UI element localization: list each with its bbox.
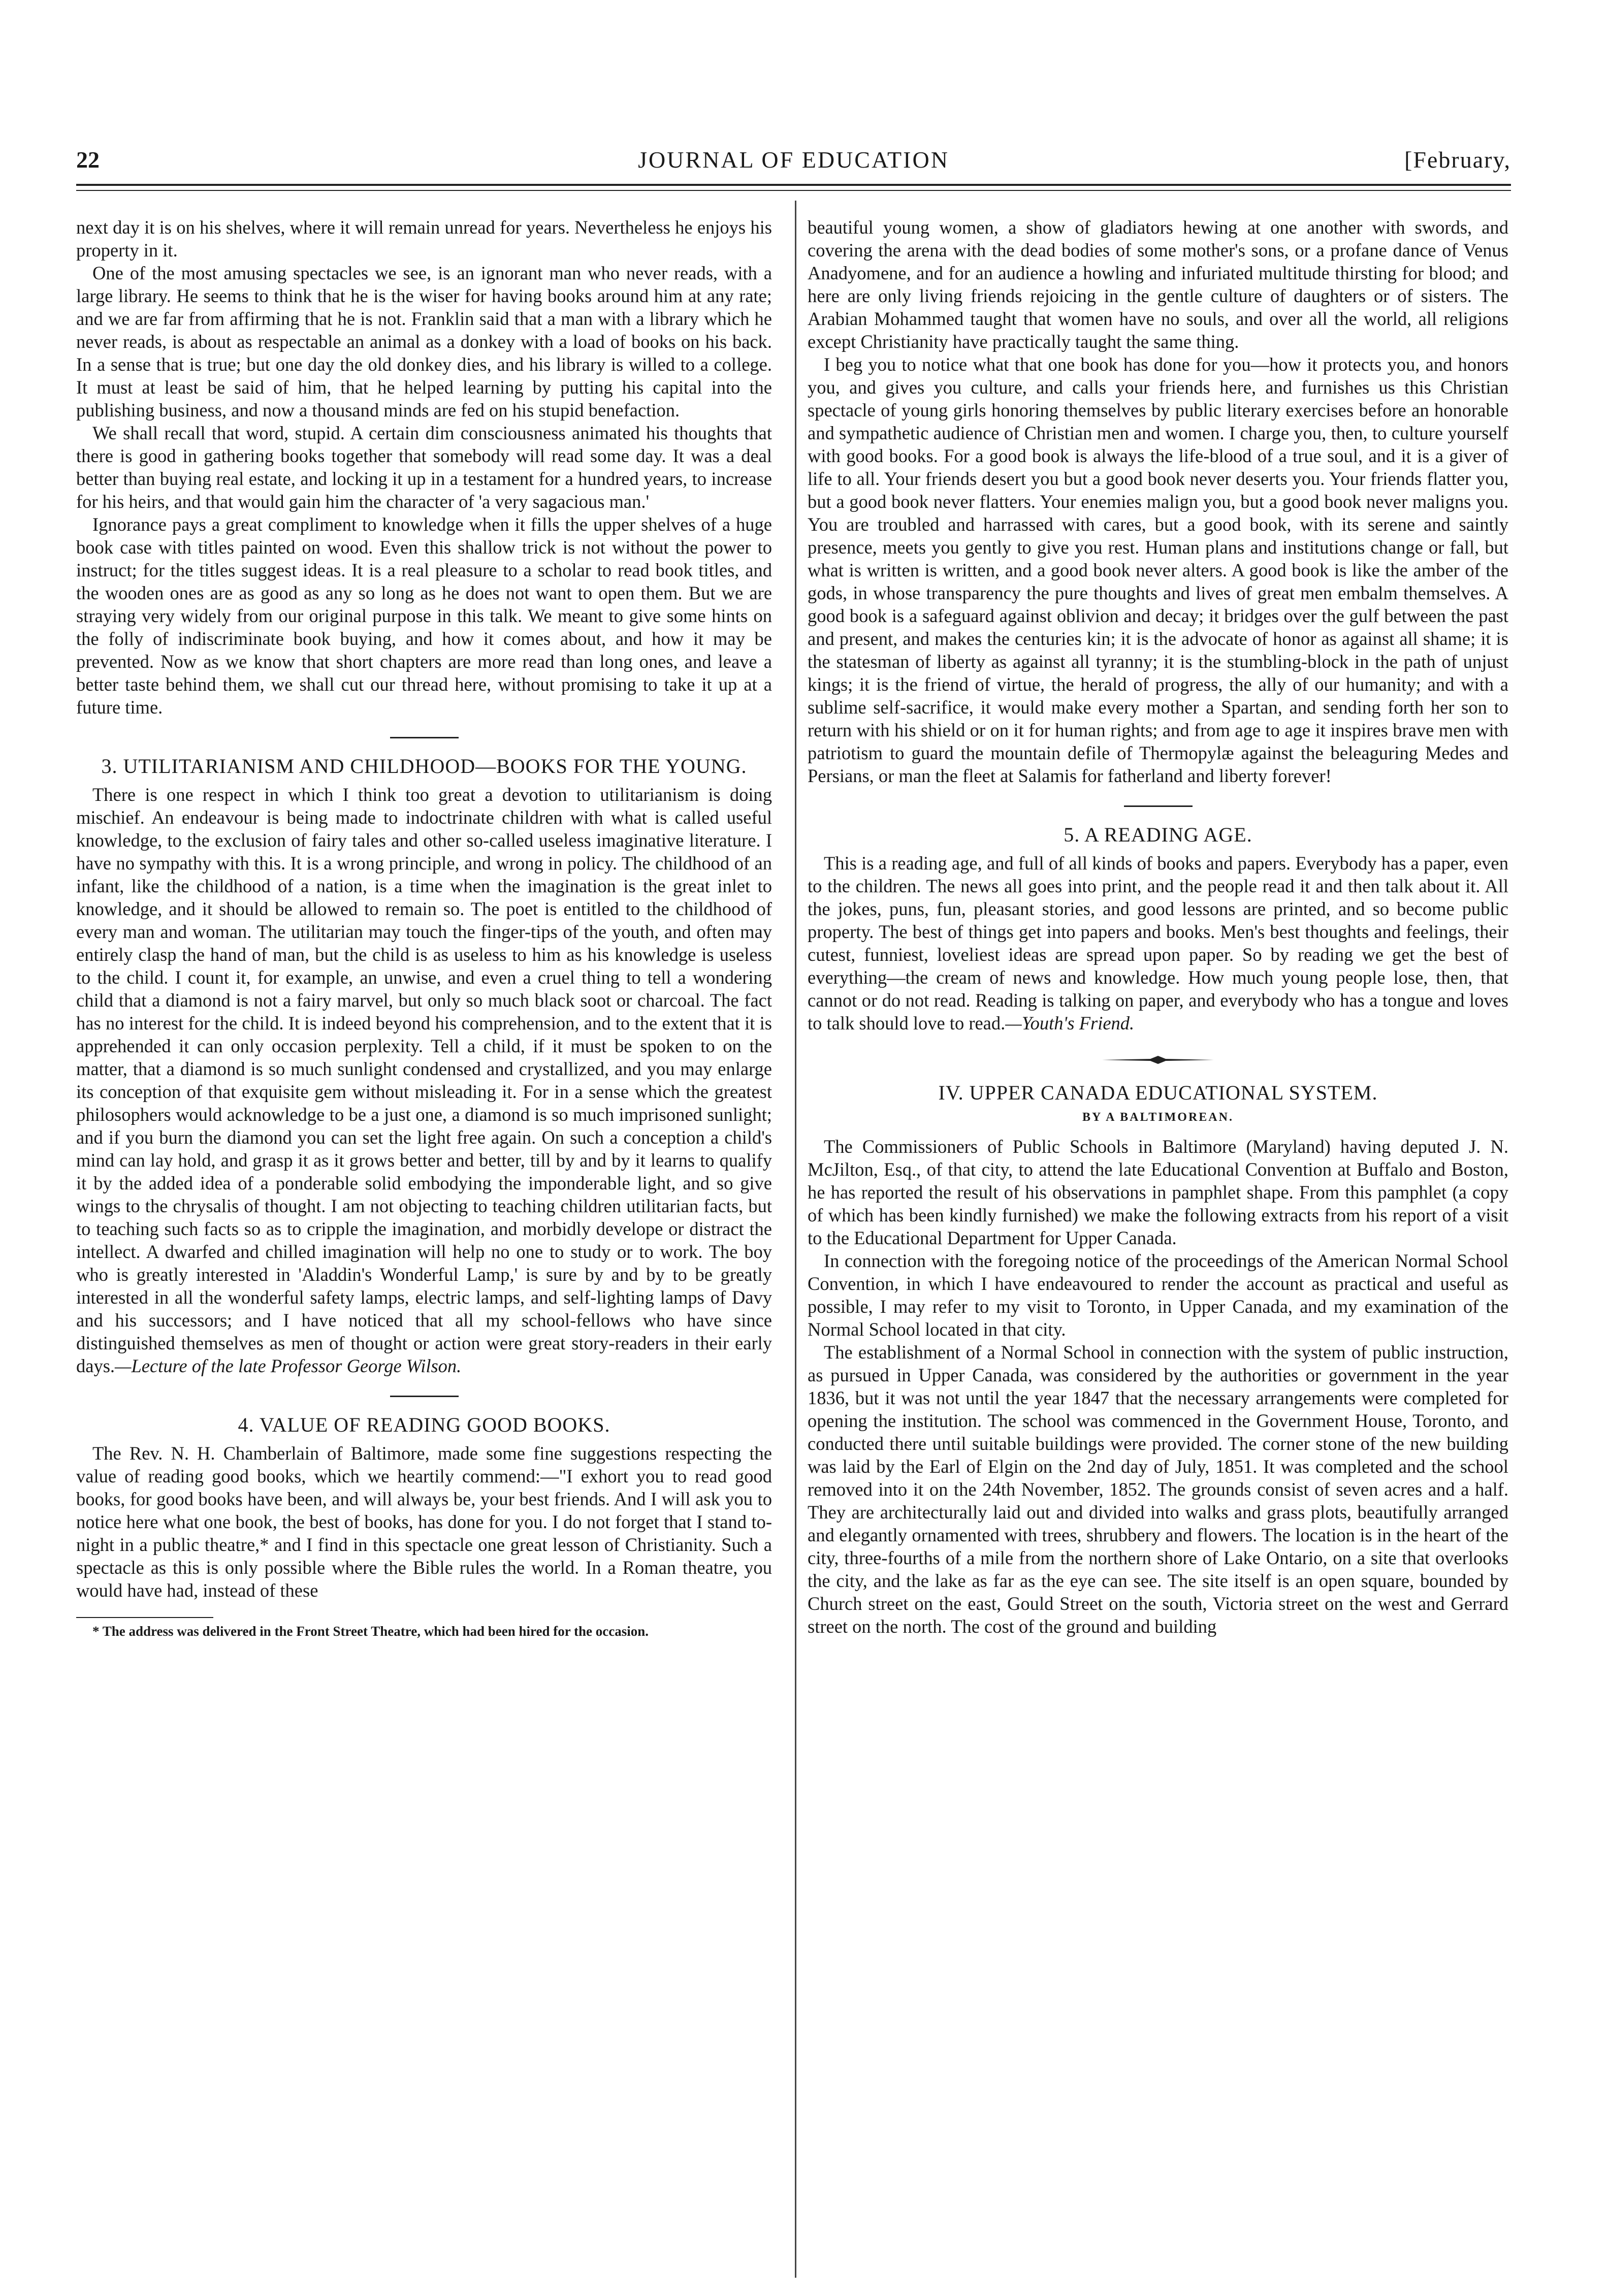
paragraph: [808, 852, 1508, 1034]
page-number: 22: [76, 147, 100, 173]
byline: BY A BALTIMOREAN.: [1082, 1111, 1234, 1124]
paragraph: The Rev. N. H. Chamberlain of Baltimore, made some fine suggestions respecting the value of reading good books, which we heartily commend:—"I exhort you to read good books, for good books have been, and will always be, your best friends. And I will ask you to notice here what one book, the best of books, has done for you. I do not forget that I stand to-night in a public theatre,* and I find in this spectacle one great lesson of Christianity. Such a spectacle as this is only possible where the Bible rules the world. In a Roman theatre, you would have had, instead of these: [76, 1443, 772, 1601]
attribution: —Youth's Friend.: [1005, 1013, 1135, 1033]
section-heading: 3. UTILITARIANISM AND CHILDHOOD—BOOKS FOR THE YOUNG.: [101, 755, 747, 778]
attribution: —Lecture of the late Professor George Wilson.: [115, 1355, 462, 1376]
right-column: [808, 216, 1508, 1638]
paragraph: beautiful young women, a show of gladiators hewing at one another with swords, and covering the arena with the dead bodies of some mother's sons, or a profane dance of Venus Anadyomene, and for an audience a howling and infuriated multitude thirsting for blood; and here are only living friends rejoicing in the gentle culture of daughters or of sisters. The Arabian Mohammed taught that women have no souls, and over all the world, all religions except Christianity have practically taught the same thing.: [808, 217, 1508, 352]
footnote: * The address was delivered in the Front Street Theatre, which had been hired for the occasion.: [92, 1624, 649, 1639]
section-body: This is a reading age, and full of all kinds of books and papers. Everybody has a paper, even to the children. The news all goes into print, and the people read it and then talk about it. All the jokes, puns, fun, pleasant stories, and good lessons are printed, and so become public property. The best of things get into papers and books. Men's best thoughts and feelings, their cutest, funniest, loveliest ideas are spread upon paper. So by reading we get the best of everything—the cream of news and knowledge. How much young people lose, then, that cannot or do not read. Reading is talking on paper, and everybody who has a tongue and loves to talk should love to read.: [808, 853, 1508, 1033]
paragraph: next day it is on his shelves, where it will remain unread for years. Nevertheless he enjoys his property in it.: [76, 217, 772, 261]
paragraph: We shall recall that word, stupid. A certain dim consciousness animated his thoughts that there is good in gathering books together that somebody will read some day. It was a deal better than buying real estate, and locking it up in a testament for a hundred years, to increase for his heirs, and that would gain him the character of 'a very sagacious man.': [76, 423, 772, 512]
section-heading: IV. UPPER CANADA EDUCATIONAL SYSTEM.: [938, 1081, 1378, 1104]
header-rule-thick: [76, 184, 1511, 186]
section-heading: 5. A READING AGE.: [1064, 823, 1252, 846]
header-rule-thin: [76, 190, 1511, 191]
paragraph: The establishment of a Normal School in connection with the system of public instruction, as pursued in Upper Canada, was considered by the authorities or government in the year 1836, but it was not until the year 1847 that the necessary arrangements were completed for opening the institution. The school was commenced in the Government House, Toronto, and conducted there until suitable buildings were provided. The corner stone of the new building was laid by the Earl of Elgin on the 2nd day of July, 1851. It was completed and the school removed into it on the 24th November, 1852. The grounds consist of seven acres and a half. They are architecturally laid out and divided into walks and grass plots, beautifully arranged and elegantly ornamented with trees, shrubbery and flowers. The location is in the heart of the city, three-fourths of a mile from the northern shore of Lake Ontario, on a site that overlooks the city, and the lake as far as the eye can see. The site itself is an open square, bounded by Church street on the east, Gould Street on the south, Victoria street on the west and Gerrard street on the north. The cost of the ground and building: [808, 1342, 1508, 1637]
ornament-divider: [808, 1050, 1508, 1068]
ornament-icon: [1102, 1055, 1214, 1065]
section-body: There is one respect in which I think too great a devotion to utilitarianism is doing mischief. An endeavour is being made to indoctrinate children with what is called useful knowledge, to the exclusion of fairy tales and other so-called useless imaginative literature. I have no sympathy with this. It is a wrong principle, and wrong in policy. The childhood of an infant, like the childhood of a nation, is a time when the imagination is the great inlet to knowledge, and it should be allowed to remain so. The poet is entitled to the childhood of every man and woman. The utilitarian may touch the finger-tips of the youth, and often may entirely clasp the hand of man, but the child is as useless to him as his knowledge is useless to the child. I count it, for example, an unwise, and even a cruel thing to tell a wondering child that a diamond is not a fairy marvel, but only so much black soot or charcoal. The fact has no interest for the child. It is indeed beyond his comprehension, and to the extent that it is apprehended it can only occasion perplexity. Tell a child, if it must be spoken to on the matter, that a diamond is so much sunlight condensed and crystallized, and you may enlarge its conception of that exquisite gem without misleading it. For in a sense which the greatest philosophers would acknowledge to be a just one, a diamond is so much imprisoned sunlight; and if you burn the diamond you can set the light free again. On such a conception a child's mind can lay hold, and grasp it as it grows better and better, till by and by it learns to qualify it by the added idea of a ponderable solid embodying the imponderable light, and so give wings to the chrysalis of thought. I am not objecting to teaching children utilitarian facts, but to teaching such facts so as to cripple the imagination, and morbidly develope or distract the intellect. A dwarfed and chilled imagination will help no one to study or to work. The boy who is greatly interested in 'Aladdin's Wonderful Lamp,' is sure by and by to be greatly interested in all the wonderful safety lamps, electric lamps, and self-lighting lamps of Davy and his successors; and I have noticed that all my school-fellows who have since distinguished themselves as men of thought or action were great story-readers in their early days.: [76, 784, 772, 1376]
section-divider: [390, 1396, 459, 1397]
paragraph: In connection with the foregoing notice of the proceedings of the American Normal School Convention, in which I have endeavoured to render the account as practical and useful as possible, I may refer to my visit to Toronto, in Upper Canada, and my examination of the Normal School located in that city.: [808, 1250, 1508, 1340]
paragraph: The Commissioners of Public Schools in Baltimore (Maryland) having deputed J. N. McJilton, Esq., of that city, to attend the late Educational Convention at Buffalo and Boston, he has reported the result of his observations in pamphlet shape. From this pamphlet (a copy of which has been kindly furnished) we make the following extracts from his report of a visit to the Educational Department for Upper Canada.: [808, 1136, 1508, 1248]
paragraph: I beg you to notice what that one book has done for you—how it protects you, and honors you, and gives you culture, and calls your friends here, and furnishes us this Christian spectacle of young girls honoring themselves by public literary exercises before an honorable and sympathetic audience of Christian men and women. I charge you, then, to culture yourself with good books. For a good book is always the life-blood of a true soul, and it is a giver of life to all. Your friends desert you but a good book never deserts you. Your friends flatter you, but a good book never flatters. Your enemies malign you, but a good book never maligns you. You are troubled and harrassed with cares, but a good book, with its serene and saintly presence, meets you gently to give you rest. Human plans and institutions change or fall, but what is written is written, and a good book never alters. A good book is like the amber of the gods, in whose transparency the pure thoughts and lives of great men embalm themselves. A good book is a safeguard against oblivion and decay; it bridges over the gulf between the past and present, and makes the centuries kin; it is the advocate of honor as against all shame; it is the statesman of liberty as against all tyranny; it is the stumbling-block in the path of unjust kings; it is the friend of virtue, the herald of progress, the ally of our humanity; and with a sublime self-sacrifice, it would make every mother a Spartan, and sending forth her son to return with his shield or on it for human rights; and from age to age it inspires brave men with patriotism to guard the mountain defile of Thermopylæ against the beleaguring Medes and Persians, or man the fleet at Salamis for fatherland and liberty forever!: [808, 354, 1508, 786]
section-heading: 4. VALUE OF READING GOOD BOOKS.: [238, 1413, 610, 1436]
issue-month: [February,: [1404, 147, 1511, 173]
section-divider: [390, 737, 459, 738]
footnote-rule: [76, 1617, 213, 1618]
page-header: [76, 146, 1511, 177]
column-divider: [795, 201, 796, 2278]
section-divider: [1124, 805, 1193, 807]
left-column: [76, 216, 772, 1640]
journal-title: JOURNAL OF EDUCATION: [638, 147, 949, 173]
paragraph: Ignorance pays a great compliment to knowledge when it fills the upper shelves of a huge book case with titles painted on wood. Even this shallow trick is not without the power to instruct; for the titles suggest ideas. It is a real pleasure to a scholar to read book titles, and the wooden ones are as good as any so long as he does not want to open them. But we are straying very widely from our original purpose in this talk. We meant to give some hints on the folly of indiscriminate book buying, and how it comes about, and how it may be prevented. Now as we know that short chapters are more read than long ones, and leave a better taste behind them, we shall cut our thread here, without promising to take it up at a future time.: [76, 514, 772, 718]
paragraph: [76, 783, 772, 1377]
paragraph: One of the most amusing spectacles we see, is an ignorant man who never reads, with a large library. He seems to think that he is the wiser for having books around him at any rate; and we are far from affirming that he is not. Franklin said that a man with a library which he never reads, is about as respectable an animal as a donkey with a load of books on his back. In a sense that is true; but one day the old donkey dies, and his library is willed to a college. It must at least be said of him, that he helped learning by putting his capital into the publishing business, and now a thousand minds are fed on his stupid benefaction.: [76, 263, 772, 421]
